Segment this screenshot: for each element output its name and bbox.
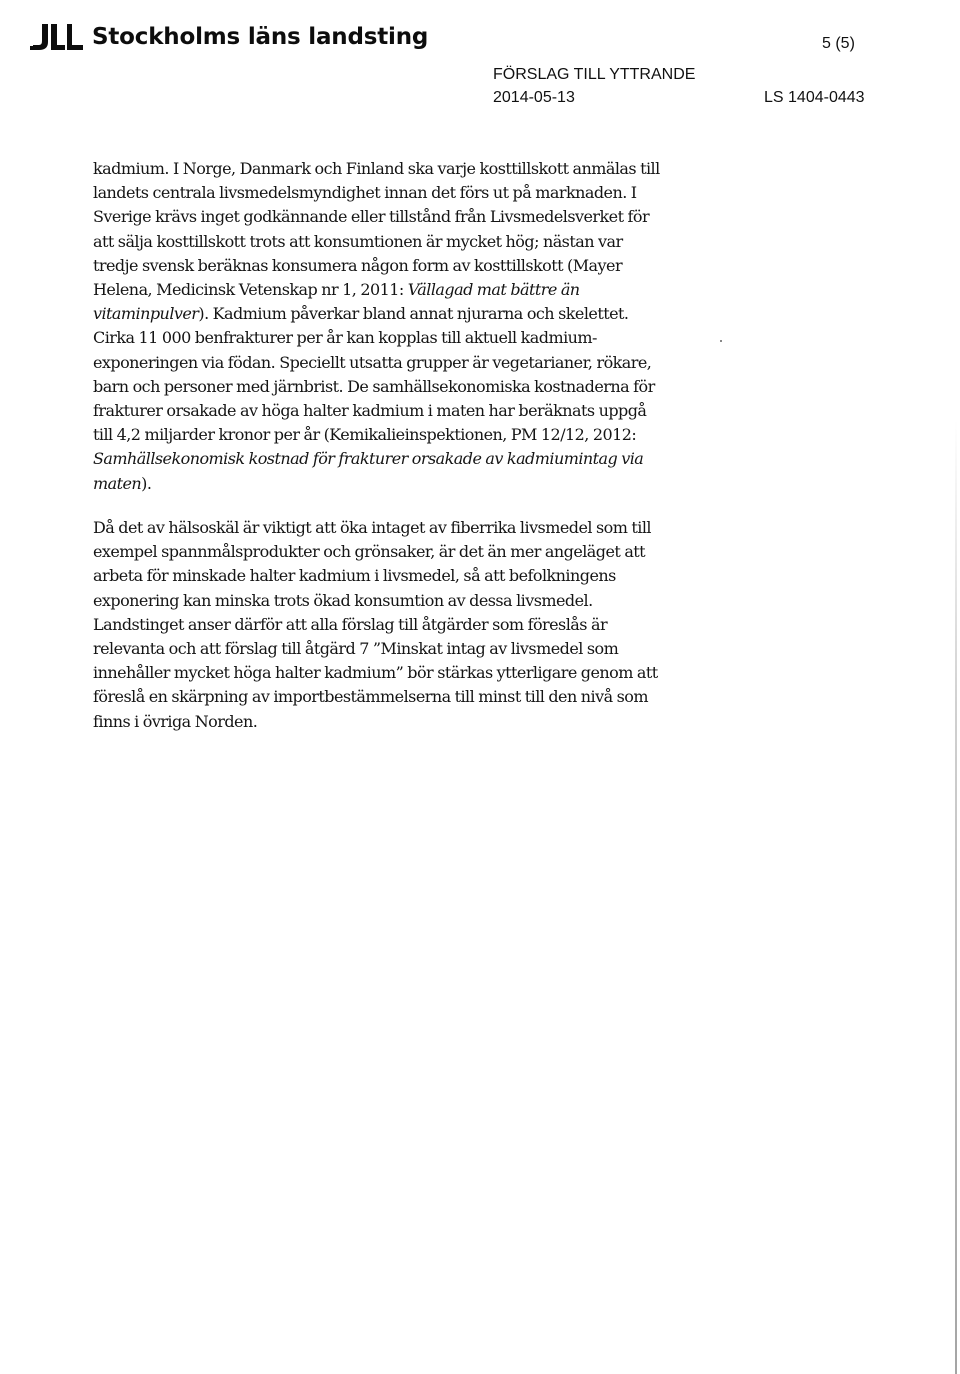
page-number: 5 (5) — [822, 35, 855, 52]
text-line: Då det av hälsoskäl är viktigt att öka intaget av fiberrika livsmedel som till — [93, 518, 651, 537]
sll-logo-icon — [30, 22, 86, 52]
text-line: tredje svensk beräknas konsumera någon form av kosttillskott (Mayer — [93, 255, 623, 275]
text-line: landets centrala livsmedelsmyndighet innan det förs ut på marknaden. I — [93, 183, 637, 203]
citation-title: maten — [93, 473, 142, 493]
text-line: Landstinget anser därför att alla förslag till åtgärder som föreslås är — [93, 614, 608, 634]
citation-title: Vällagad mat bättre än — [407, 280, 580, 300]
text-line: Sverige krävs inget godkännande eller tillstånd från Livsmedelsverket för — [93, 207, 650, 227]
citation-title: Samhällsekonomisk kostnad för frakturer orsakade av kadmiumintag via — [93, 449, 644, 469]
text-line: kadmium. I Norge, Danmark och Finland ska varje kosttillskott anmälas till — [93, 159, 660, 178]
paragraph-1 — [93, 157, 713, 496]
scan-speck — [720, 340, 722, 342]
text-segment: ). Kadmium påverkar bland annat njurarna och skelettet. — [198, 304, 629, 324]
org-name: Stockholms läns landsting — [92, 24, 429, 50]
text-line — [93, 472, 713, 496]
citation-title: vitaminpulver — [93, 304, 199, 324]
text-line: innehåller mycket höga halter kadmium” bör stärkas ytterligare genom att — [93, 663, 658, 683]
text-segment: ). — [141, 473, 152, 493]
text-line: att sälja kosttillskott trots att konsumtionen är mycket hög; nästan var — [93, 231, 623, 251]
text-line: finns i övriga Norden. — [93, 711, 258, 731]
text-line: föreslå en skärpning av importbestämmelserna till minst till den nivå som — [93, 687, 648, 707]
text-line: arbeta för minskade halter kadmium i livsmedel, så att befolkningens — [93, 566, 616, 586]
text-line: exponeringen via födan. Speciellt utsatta grupper är vegetarianer, rökare, — [93, 352, 652, 372]
text-line — [93, 447, 713, 471]
text-line: exempel spannmålsprodukter och grönsaker, är det än mer angeläget att — [93, 542, 646, 562]
text-line: barn och personer med järnbrist. De samhällsekonomiska kostnaderna för — [93, 376, 655, 396]
scan-edge-mark — [955, 420, 957, 1374]
document-status: FÖRSLAG TILL YTTRANDE — [493, 66, 696, 83]
text-line: Cirka 11 000 benfrakturer per år kan kopplas till aktuell kadmium- — [93, 328, 597, 348]
text-line — [93, 302, 713, 326]
text-line: exponering kan minska trots ökad konsumtion av dessa livsmedel. — [93, 590, 593, 610]
document-reference: LS 1404-0443 — [764, 89, 865, 106]
text-segment: Helena, Medicinsk Vetenskap nr 1, 2011: — [93, 280, 408, 300]
text-line: till 4,2 miljarder kronor per år (Kemikalieinspektionen, PM 12/12, 2012: — [93, 425, 637, 445]
text-line: relevanta och att förslag till åtgärd 7 ”Minskat intag av livsmedel som — [93, 639, 619, 659]
document-date: 2014-05-13 — [493, 89, 575, 106]
org-logo — [30, 22, 428, 52]
paragraph-2 — [93, 516, 713, 734]
text-line — [93, 278, 713, 302]
text-line: frakturer orsakade av höga halter kadmium i maten har beräknats uppgå — [93, 401, 647, 421]
